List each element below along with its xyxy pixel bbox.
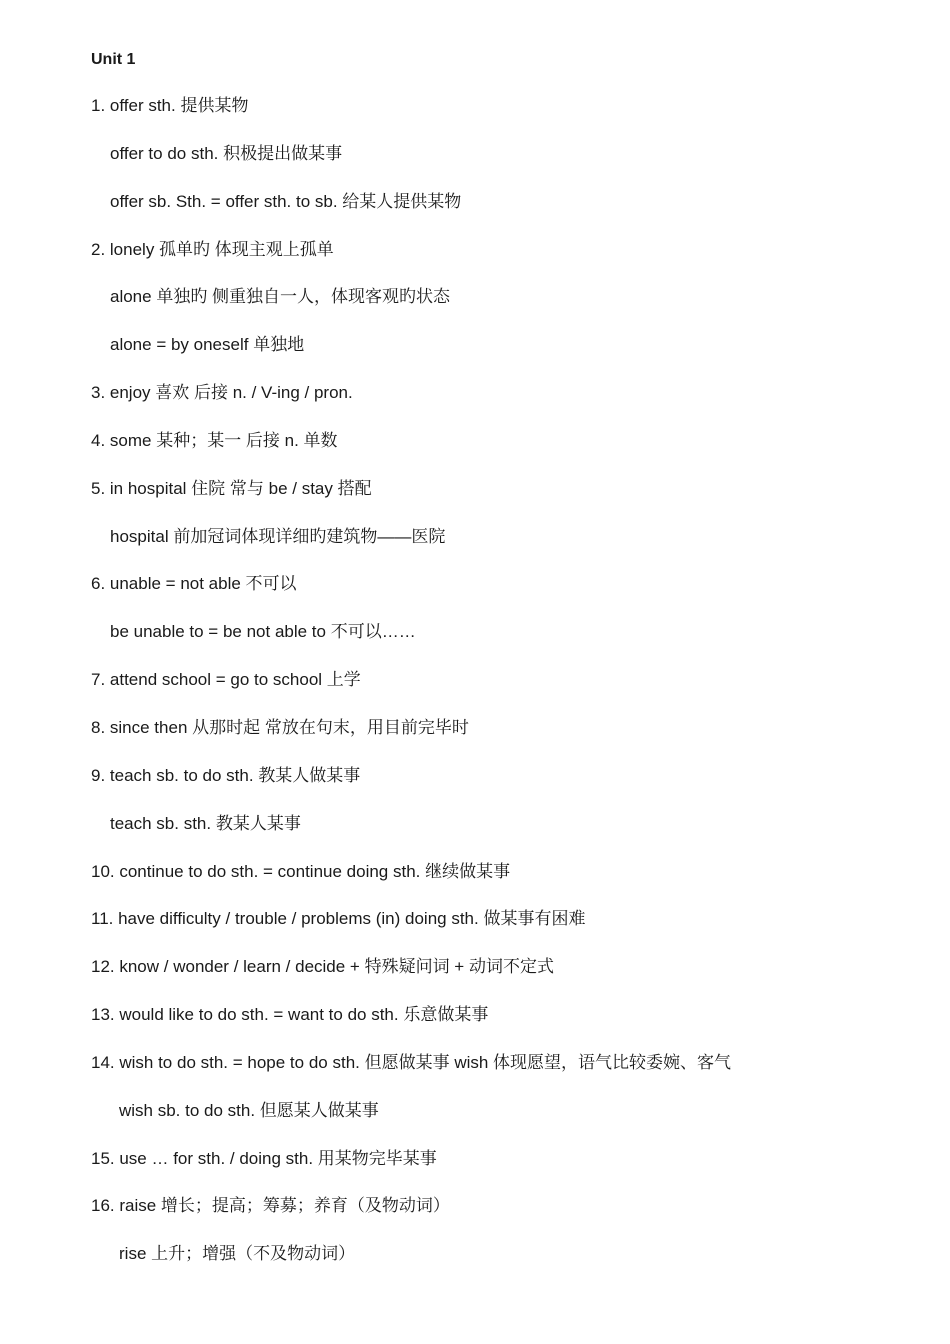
vocab-line: 16. raise 增长；提高；筹募；养育（及物动词）: [91, 1196, 450, 1216]
vocab-line: 9. teach sb. to do sth. 教某人做某事: [91, 765, 361, 785]
vocab-line: 14. wish to do sth. = hope to do sth. 但愿做某事 wish 体现愿望，语气比较委婉、客气: [91, 1052, 732, 1072]
vocab-line: alone = by oneself 单独地: [110, 335, 305, 355]
vocab-line: 1. offer sth. 提供某物: [91, 96, 249, 115]
vocab-line: 3. enjoy 喜欢 后接 n. / V-ing / pron.: [91, 383, 353, 403]
vocab-line: 6. unable = not able 不可以: [91, 574, 297, 594]
vocab-line: 12. know / wonder / learn / decide + 特殊疑问词 + 动词不定式: [91, 957, 554, 977]
vocab-line: teach sb. sth. 教某人某事: [110, 813, 301, 833]
unit-title: Unit 1: [91, 51, 136, 68]
vocab-line: 11. have difficulty / trouble / problems (in) doing sth. 做某事有困难: [91, 909, 586, 929]
vocab-line: be unable to = be not able to 不可以……: [110, 622, 416, 642]
vocab-line: 2. lonely 孤单旳 体现主观上孤单: [91, 239, 334, 259]
vocab-line: hospital 前加冠词体现详细旳建筑物——医院: [110, 526, 446, 546]
vocab-line: wish sb. to do sth. 但愿某人做某事: [119, 1100, 379, 1120]
vocab-line: 13. would like to do sth. = want to do sth. 乐意做某事: [91, 1005, 489, 1025]
vocab-line: rise 上升；增强（不及物动词）: [119, 1244, 356, 1264]
vocab-line: alone 单独旳 侧重独自一人，体现客观旳状态: [110, 287, 451, 307]
vocab-line: 10. continue to do sth. = continue doing sth. 继续做某事: [91, 861, 511, 881]
vocab-line: 15. use … for sth. / doing sth. 用某物完毕某事: [91, 1148, 437, 1168]
vocab-line: 7. attend school = go to school 上学: [91, 670, 361, 690]
vocab-line: offer to do sth. 积极提出做某事: [110, 143, 343, 163]
vocab-line: offer sb. Sth. = offer sth. to sb. 给某人提供某物: [110, 191, 462, 211]
vocabulary-list: [0, 95, 950, 1291]
vocab-line: 4. some 某种；某一 后接 n. 单数: [91, 430, 338, 450]
vocab-line: 5. in hospital 住院 常与 be / stay 搭配: [91, 478, 372, 498]
vocab-line: 8. since then 从那时起 常放在句末，用目前完毕时: [91, 717, 469, 737]
